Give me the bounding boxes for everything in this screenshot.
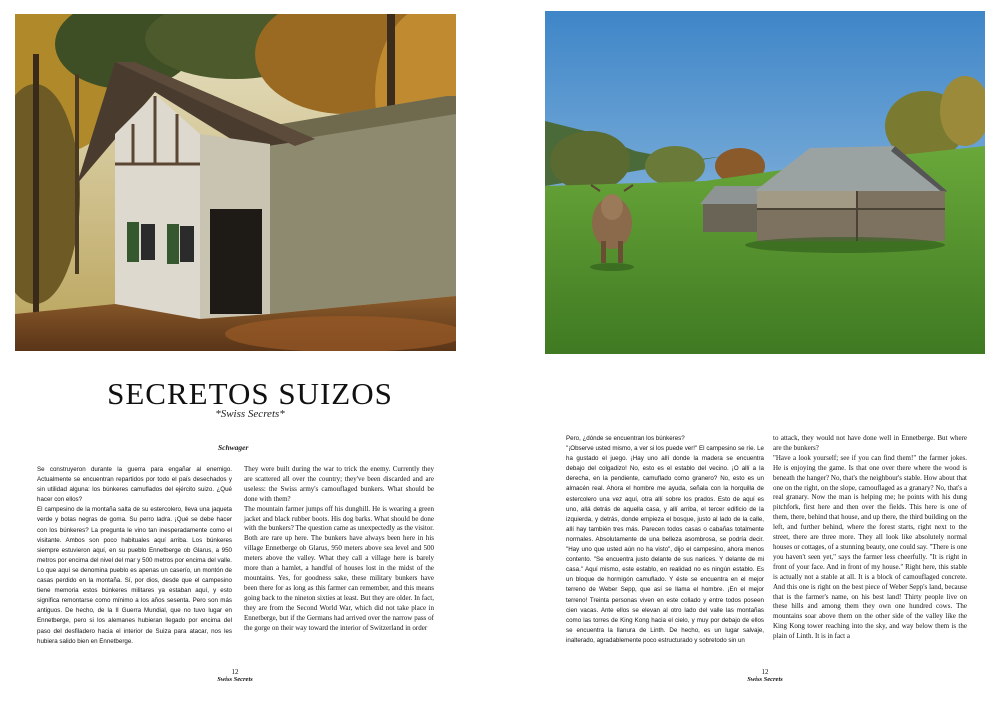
english-text-column xyxy=(773,434,967,642)
paragraph: Pero, ¿dónde se encuentran los búnkeres? xyxy=(566,435,685,442)
english-text-column xyxy=(244,465,434,633)
paragraph: The mountain farmer jumps off his dunghill. He is wearing a green jacket and black rubber boots. His dog barks. What should be done with the bunkers? The question came as unexpectedly as the visitor. Both are rare up here. The bunkers have always been here in his village Ennetberge ob Glarus, 950 meters above sea level and 500 meters above the valley. What they call a village here is barely more than a hamlet, a handful of houses lost in the midst of the mountains. Yes, for goodness sake, these military bunkers have been there for as long as this farmer can remember, and this means going back to the nineton sixties at least. But they are older. In fact, they are from the Second World War, which did not take place in Ennetberge, but if the Germans had arrived over the narrow pass of the gorge on their way toward the interior of Switzerland in order xyxy=(244,504,434,632)
bunker-house-in-forest-photo xyxy=(15,14,456,351)
folio-title: Swiss Secrets xyxy=(747,676,783,683)
page-number: 12 xyxy=(231,668,239,676)
page-number: 12 xyxy=(761,668,769,676)
paragraph: Se construyeron durante la guerra para engañar al enemigo. Actualmente se encuentran repartidos por todo el país desechados y sin utilidad alguna: los búnkeres camuflados del ejército suizo. ¿Qué hacer con ellos? xyxy=(37,466,232,504)
paragraph: to attack, they would not have done well in Ennetberge. But where are the bunkers? xyxy=(773,434,967,452)
paragraph: They were built during the war to trick the enemy. Currently they are scattered all over the country; they've been discarded and are useless: the Swiss army's camouflaged bunkers. What should be done with them? xyxy=(244,465,434,503)
spanish-text-column xyxy=(37,465,232,647)
right-page xyxy=(500,0,1000,702)
cow-and-barn-meadow-photo xyxy=(545,11,985,354)
paragraph: El campesino de la montaña salta de su estercolero, lleva una jaqueta verde y botas negras de goma. Su perro ladra. ¡Qué se debe hacer con los búnkeres? La pregunta le vino tan inesperadamente como el visitante. Ambos son poco habituales aquí arriba. Los búnkeres siempre estuvieron aquí, en su pueblo Ennetberge ob Glarus, a 950 metros por encima del nivel del mar y 500 metros por encima del valle. Lo que aquí se denomina pueblo es apenas un caserío, un montón de casas perdido en la montaña. Sí, por dios, desde que el campesino tiene memoria estos búnkeres militares ya estaban aquí, y esto significa remontarse como mínimo a los años sesenta. Pero son más antiguos. De hecho, de la II Guerra Mundial, que no tuvo lugar en Ennetberge, pero si los alemanes hubieran llegado por encima del paso del desfiladero hacia el interior de Suiza para atacar, nos les hubiera salido bien en Ennetberge. xyxy=(37,506,232,645)
paragraph: "Have a look yourself; see if you can find them!" the farmer jokes. He is enjoying the game. Is that one over there where the wood is beneath the hanger? No, that's the neighbour's stable. How about that one on the right, on the slope, camouflaged as a granary? No, that's a real granary. Now the man is helping me; he points with his dung pitchfork, first here and then over the fields. This here is one of them, there, behind that house, and up there, the third building on the left, and further behind, where the forest starts, right next to the street, there are three more. They all look like absolutely normal houses or cottages, of a stunning beauty, one could say. "There is one you haven't seen yet," says the farmer less cheerfully. "It is right in front of your face. And in front of my house." Right here, this stable is actually not a stable at all. It is a block of camouflaged concrete. And this one is right on the best piece of Weber Sepp's land, because that is the farmer's name, on his best land! Thirty people live on these hills and among them they own one hundred cows. The mountains soar above them on the other side of the valley like the King Kong tower reaching into the sky, and way below them is the plain of Linth. It is in fact a xyxy=(773,453,967,641)
forest-bunker-illustration xyxy=(15,14,456,351)
spanish-text-column xyxy=(566,434,764,646)
article-title: SECRETOS SUIZOS xyxy=(107,376,393,411)
page-folio xyxy=(730,668,800,683)
paragraph: "¡Observe usted mismo, a ver si los puede ver!" El campesino se ríe. Le ha gustado el juego. ¡Hay uno allí donde la madera se encuentra debajo del colgadizo! No, esto es el establo del vecino. ¡O allí a la derecha, en la pendiente, camuflado como granero? No, esto es un almacén real. Ahora el hombre me ayuda, señala con la horquilla de estercolero una vez aquí, otra allí sobre los prados. Esto de aquí es uno, allá detrás de aquella casa, y allí arriba, el tercer edificio de la izquierda, y detrás, donde empieza el bosque, justo al lado de la calle, allí hay también tres más. Parecen todos casas o cabañas totalmente normales. Absolutamente de una belleza asombrosa, se podría decir. "Hay uno que usted aún no ha visto", dijo el campesino, ahora menos contento. "Se encuentra justo delante de sus narices. Y delante de mi casa." Aquí mismo, este establo, en realidad no es ningún establo. Es un bloque de hormigón camuflado. Y éste se encuentra en el mejor terreno de Weber Sepp, que así se llama el hombre. ¡En el mejor terreno! Treinta personas viven en este collado y entre todos poseen cien vacas. Ante ellos se elevan al otro lado del valle las montañas como las torres de King Kong hacia el cielo, y muy por debajo de ellos se encuentra la llanura de Linth. De hecho, es un lugar salvaje, inalterado, agradablemente poco estructurado y sobretodo sin un xyxy=(566,445,764,644)
author-name: Schwager xyxy=(218,443,249,452)
meadow-barn-illustration xyxy=(545,11,985,354)
page-folio xyxy=(200,668,270,683)
folio-title: Swiss Secrets xyxy=(217,676,253,683)
article-subtitle: *Swiss Secrets* xyxy=(215,408,285,420)
